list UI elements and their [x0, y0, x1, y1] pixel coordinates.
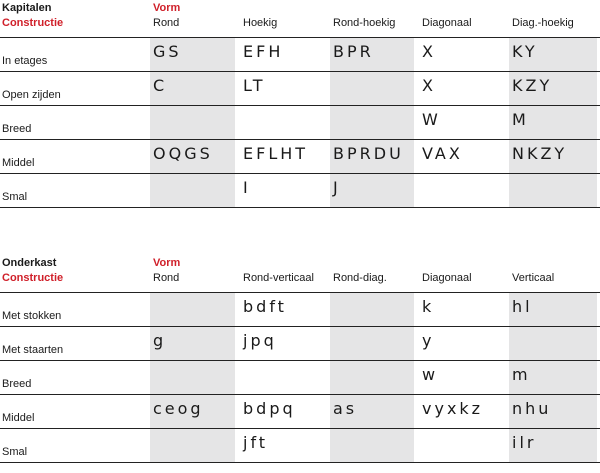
table-cell: [419, 72, 504, 105]
letter-group: X: [422, 76, 436, 95]
table-cell: [419, 429, 504, 462]
letter-group: W: [422, 110, 441, 129]
letter-group: jft: [243, 433, 269, 452]
row-label: Open zijden: [2, 89, 61, 101]
column-header: Verticaal: [512, 272, 555, 284]
letter-group: jpq: [243, 331, 277, 350]
table-cell: [240, 327, 325, 360]
table-row: [0, 360, 600, 394]
form-label: Vorm: [153, 257, 181, 269]
row-label: Met stokken: [2, 310, 62, 322]
table-cell: [509, 106, 597, 139]
table-cell: [150, 429, 235, 462]
letter-group: BPR: [333, 42, 374, 61]
table-cell: [509, 395, 597, 428]
letter-group: KZY: [512, 76, 553, 95]
table-cell: [330, 174, 414, 207]
table-cell: [240, 38, 325, 71]
table-cell: [150, 106, 235, 139]
row-label: Smal: [2, 191, 28, 203]
table-cell: [509, 174, 597, 207]
letter-group: EFLHT: [243, 144, 309, 163]
column-header: Rond: [153, 17, 180, 29]
letter-group: BPRDU: [333, 144, 404, 163]
table-row: [0, 105, 600, 139]
table-row: [0, 326, 600, 360]
letter-group: g: [153, 331, 167, 350]
table-cell: [150, 361, 235, 394]
table-cell: [240, 106, 325, 139]
table-cell: [150, 38, 235, 71]
table-cell: [419, 361, 504, 394]
table-cell: [509, 38, 597, 71]
row-label: Breed: [2, 378, 32, 390]
table-cell: [330, 38, 414, 71]
column-header: Diag.-hoekig: [512, 17, 574, 29]
table-cell: [509, 140, 597, 173]
table-cell: [419, 293, 504, 326]
letter-group: w: [422, 365, 439, 384]
letter-group: J: [333, 178, 341, 197]
table-cell: [240, 72, 325, 105]
table-cell: [419, 395, 504, 428]
table-kapitalen: [0, 0, 600, 207]
letter-group: nhu: [512, 399, 552, 418]
table-cell: [240, 174, 325, 207]
letter-group: bdpq: [243, 399, 296, 418]
table-cell: [509, 361, 597, 394]
table-row: [0, 139, 600, 173]
column-header: Rond-hoekig: [333, 17, 396, 29]
form-label: Vorm: [153, 2, 181, 14]
row-label: Middel: [2, 412, 35, 424]
table-cell: [419, 140, 504, 173]
letter-group: as: [333, 399, 358, 418]
column-header: Diagonaal: [422, 272, 472, 284]
table-header: [0, 0, 600, 37]
table-row: [0, 394, 600, 428]
table-row: [0, 37, 600, 71]
table-cell: [150, 72, 235, 105]
table-cell: [330, 361, 414, 394]
table-header: [0, 255, 600, 292]
letter-group: VAX: [422, 144, 463, 163]
table-cell: [509, 429, 597, 462]
table-title: Kapitalen: [2, 2, 52, 14]
table-onderkast: [0, 255, 600, 462]
letter-group: hl: [512, 297, 533, 316]
letter-group: bdft: [243, 297, 287, 316]
letter-group: M: [512, 110, 529, 129]
bottom-rule: [0, 207, 600, 208]
construction-label: Constructie: [2, 17, 64, 29]
column-header: Rond: [153, 272, 180, 284]
bottom-rule: [0, 462, 600, 463]
table-cell: [240, 395, 325, 428]
letter-group: KY: [512, 42, 538, 61]
table-cell: [509, 327, 597, 360]
table-cell: [419, 106, 504, 139]
letter-group: GS: [153, 42, 182, 61]
row-label: Breed: [2, 123, 32, 135]
table-cell: [150, 395, 235, 428]
table-cell: [509, 72, 597, 105]
table-cell: [240, 429, 325, 462]
letter-group: OQGS: [153, 144, 213, 163]
letter-group: C: [153, 76, 168, 95]
letter-group: LT: [243, 76, 266, 95]
table-row: [0, 428, 600, 462]
table-row: [0, 173, 600, 207]
column-header: Diagonaal: [422, 17, 472, 29]
letter-group: NKZY: [512, 144, 568, 163]
table-cell: [330, 395, 414, 428]
table-cell: [330, 140, 414, 173]
row-label: Met staarten: [2, 344, 64, 356]
letter-group: vyxkz: [422, 399, 484, 418]
row-label: Smal: [2, 446, 28, 458]
table-cell: [509, 293, 597, 326]
row-label: In etages: [2, 55, 48, 67]
letter-group: ceog: [153, 399, 204, 418]
letter-group: y: [422, 331, 435, 350]
table-cell: [240, 140, 325, 173]
letter-group: ilr: [512, 433, 537, 452]
table-cell: [240, 361, 325, 394]
letter-group: m: [512, 365, 531, 384]
letter-group: I: [243, 178, 251, 197]
table-cell: [419, 38, 504, 71]
row-label: Middel: [2, 157, 35, 169]
letter-group: X: [422, 42, 436, 61]
table-cell: [419, 327, 504, 360]
table-cell: [330, 293, 414, 326]
table-cell: [150, 293, 235, 326]
letter-group: k: [422, 297, 435, 316]
table-title: Onderkast: [2, 257, 57, 269]
table-cell: [150, 140, 235, 173]
table-cell: [240, 293, 325, 326]
table-cell: [330, 327, 414, 360]
letter-group: EFH: [243, 42, 284, 61]
table-cell: [419, 174, 504, 207]
table-cell: [330, 106, 414, 139]
table-cell: [150, 327, 235, 360]
table-cell: [330, 72, 414, 105]
column-header: Rond-verticaal: [243, 272, 314, 284]
table-cell: [330, 429, 414, 462]
table-row: [0, 71, 600, 105]
table-row: [0, 292, 600, 326]
column-header: Rond-diag.: [333, 272, 387, 284]
construction-label: Constructie: [2, 272, 64, 284]
table-cell: [150, 174, 235, 207]
column-header: Hoekig: [243, 17, 278, 29]
